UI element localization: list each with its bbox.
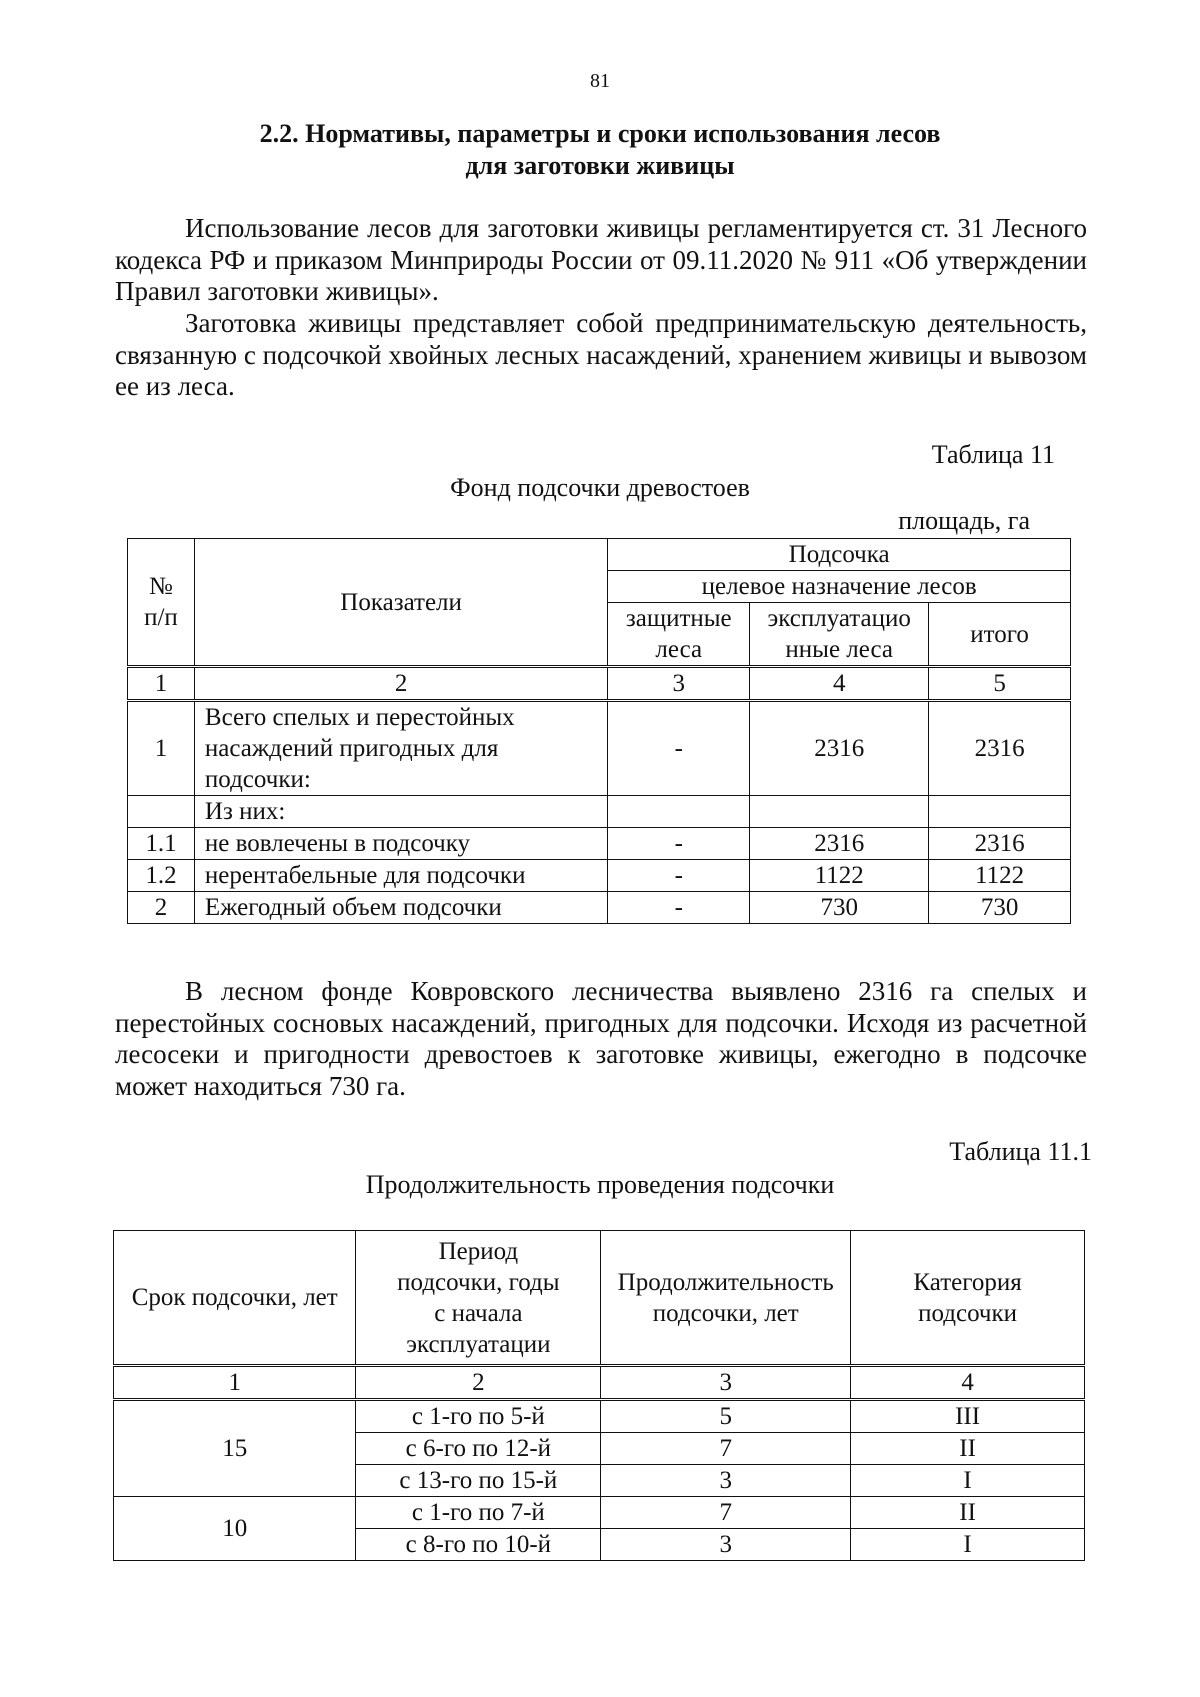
row-total: 730 bbox=[929, 892, 1071, 924]
table-header-row bbox=[114, 1231, 1085, 1366]
table-11-1-caption: Продолжительность проведения подсочки bbox=[365, 1170, 835, 1199]
row-protective: - bbox=[608, 828, 750, 860]
row-num: 1 bbox=[128, 701, 195, 796]
row-protective bbox=[608, 796, 750, 828]
table-row bbox=[128, 892, 1071, 924]
row-duration: 7 bbox=[601, 1497, 851, 1529]
table-row bbox=[128, 860, 1071, 892]
row-name: не вовлечены в подсочку bbox=[194, 828, 607, 860]
header-duration: Продолжительность подсочки, лет bbox=[601, 1231, 851, 1366]
header-tapping: Подсочка bbox=[608, 539, 1071, 571]
col-number: 3 bbox=[601, 1366, 851, 1400]
row-duration: 5 bbox=[601, 1400, 851, 1433]
row-total: 1122 bbox=[929, 860, 1071, 892]
column-number-row bbox=[128, 667, 1071, 701]
row-term: 15 bbox=[114, 1400, 356, 1497]
row-period: с 8-го по 10-й bbox=[356, 1529, 601, 1561]
row-category: I bbox=[851, 1529, 1085, 1561]
row-protective: - bbox=[608, 701, 750, 796]
header-num: № п/п bbox=[128, 539, 195, 667]
header-term: Срок подсочки, лет bbox=[114, 1231, 356, 1366]
col-number: 4 bbox=[851, 1366, 1085, 1400]
row-category: II bbox=[851, 1497, 1085, 1529]
section-title bbox=[0, 118, 1200, 182]
header-indicators: Показатели bbox=[194, 539, 607, 667]
row-protective: - bbox=[608, 892, 750, 924]
row-name: Всего спелых и перестойных насаждений пригодных для подсочки: bbox=[194, 701, 607, 796]
header-period: Период подсочки, годы с начала эксплуатации bbox=[356, 1231, 601, 1366]
row-num bbox=[128, 796, 195, 828]
row-period: с 13-го по 15-й bbox=[356, 1465, 601, 1497]
table-11-1-number: Таблица 11.1 bbox=[949, 1137, 1092, 1166]
table-11-units: площадь, га bbox=[898, 506, 1030, 535]
row-period: с 1-го по 7-й bbox=[356, 1497, 601, 1529]
header-purpose: целевое назначение лесов bbox=[608, 571, 1071, 603]
section-title-line-2: для заготовки живицы bbox=[465, 151, 735, 180]
paragraph-summary bbox=[115, 976, 1087, 1102]
table-11-number: Таблица 11 bbox=[931, 440, 1055, 469]
paragraph-definition-text: Заготовка живицы представляет собой предпринимательскую деятельность, связанную с подсочкой хвойных лесных насаждений, хранением живицы и вывозом ее из леса. bbox=[115, 308, 1087, 401]
row-category: I bbox=[851, 1465, 1085, 1497]
row-period: с 6-го по 12-й bbox=[356, 1433, 601, 1465]
row-category: III bbox=[851, 1400, 1085, 1433]
table-row bbox=[128, 701, 1071, 796]
col-number: 1 bbox=[128, 667, 195, 701]
header-total: итого bbox=[929, 603, 1071, 667]
column-number-row bbox=[114, 1366, 1085, 1400]
row-total: 2316 bbox=[929, 701, 1071, 796]
header-exploitation-line-2: нные леса bbox=[785, 636, 893, 663]
row-exploitation: 1122 bbox=[750, 860, 929, 892]
section-title-line-1: 2.2. Нормативы, параметры и сроки использования лесов bbox=[259, 119, 941, 148]
paragraph-intro-text: Использование лесов для заготовки живицы регламентируется ст. 31 Лесного кодекса РФ и приказом Минприроды России от 09.11.2020 № 911 «Об утверждении Правил заготовки живицы». bbox=[115, 213, 1087, 306]
table-row bbox=[128, 828, 1071, 860]
table-row bbox=[128, 796, 1071, 828]
row-name: нерентабельные для подсочки bbox=[194, 860, 607, 892]
row-duration: 3 bbox=[601, 1529, 851, 1561]
paragraph-intro bbox=[115, 213, 1087, 308]
row-total: 2316 bbox=[929, 828, 1071, 860]
col-number: 2 bbox=[194, 667, 607, 701]
row-num: 1.1 bbox=[128, 828, 195, 860]
row-exploitation: 2316 bbox=[750, 701, 929, 796]
col-number: 2 bbox=[356, 1366, 601, 1400]
row-duration: 7 bbox=[601, 1433, 851, 1465]
row-protective: - bbox=[608, 860, 750, 892]
row-period: с 1-го по 5-й bbox=[356, 1400, 601, 1433]
paragraph-definition bbox=[115, 308, 1087, 403]
header-category: Категория подсочки bbox=[851, 1231, 1085, 1366]
row-term: 10 bbox=[114, 1497, 356, 1561]
table-tapping-fund bbox=[127, 538, 1071, 924]
row-duration: 3 bbox=[601, 1465, 851, 1497]
table-tapping-duration bbox=[113, 1230, 1085, 1561]
col-number: 3 bbox=[608, 667, 750, 701]
row-category: II bbox=[851, 1433, 1085, 1465]
table-row bbox=[114, 1497, 1085, 1529]
row-exploitation bbox=[750, 796, 929, 828]
row-num: 2 bbox=[128, 892, 195, 924]
header-protective: защитные леса bbox=[608, 603, 750, 667]
row-exploitation: 730 bbox=[750, 892, 929, 924]
row-name: Ежегодный объем подсочки bbox=[194, 892, 607, 924]
paragraph-summary-text: В лесном фонде Ковровского лесничества выявлено 2316 га спелых и перестойных сосновых насаждений, пригодных для подсочки. Исходя из расчетной лесосеки и пригодности древостоев к заготовке живицы, ежегодно в подсочке может находиться 730 га. bbox=[115, 976, 1087, 1101]
row-num: 1.2 bbox=[128, 860, 195, 892]
header-exploitation bbox=[750, 603, 929, 667]
header-exploitation-line-1: эксплуатацио bbox=[767, 605, 911, 632]
row-exploitation: 2316 bbox=[750, 828, 929, 860]
col-number: 1 bbox=[114, 1366, 356, 1400]
table-11-caption: Фонд подсочки древостоев bbox=[450, 473, 750, 502]
page-number: 81 bbox=[590, 70, 610, 92]
table-row bbox=[114, 1400, 1085, 1433]
col-number: 4 bbox=[750, 667, 929, 701]
row-total bbox=[929, 796, 1071, 828]
col-number: 5 bbox=[929, 667, 1071, 701]
row-name: Из них: bbox=[194, 796, 607, 828]
table-header-row bbox=[128, 539, 1071, 571]
